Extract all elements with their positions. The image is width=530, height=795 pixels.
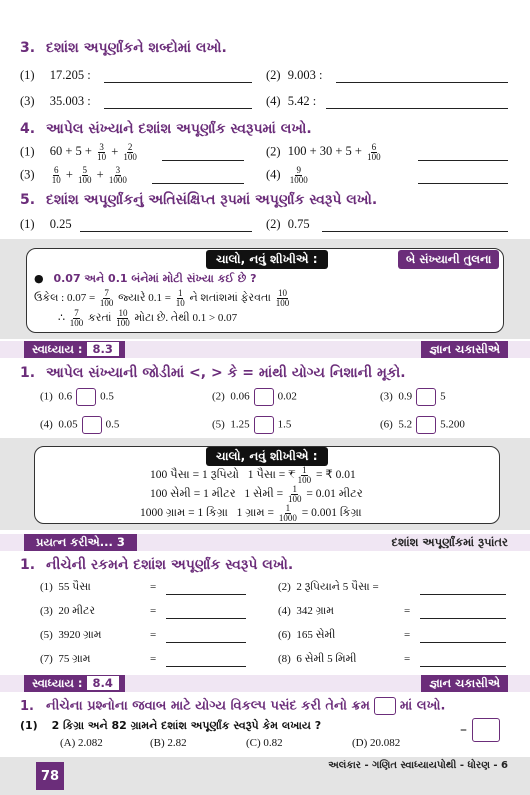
answer-line[interactable] [336, 82, 508, 83]
unit-text: 1 સેમી = [244, 488, 284, 501]
q4-expr-2 [266, 143, 383, 162]
answer-line[interactable] [420, 642, 506, 643]
q3-row-2-left [20, 94, 91, 109]
sub-question-text: 2 કિગ્રા અને 82 ગ્રામને દશાંશ અપૂર્ણાંક સ્વરૂપે કેમ લખાય ? [51, 719, 322, 732]
sec83-q-number: 1. [20, 365, 36, 381]
q3-title [20, 40, 227, 56]
fraction: $\frac{10}{100}$ [116, 308, 130, 328]
equals-sign: = [404, 653, 411, 665]
answer-line[interactable] [162, 160, 244, 161]
amount-item: (6) 165 સેમી [278, 629, 336, 641]
option-a[interactable]: (A) 2.082 [60, 737, 103, 749]
therefore-sign: ∴ [58, 312, 65, 325]
equals-sign: = [150, 629, 157, 641]
answer-dash: – [460, 722, 467, 738]
answer-line[interactable] [166, 642, 246, 643]
answer-box[interactable] [416, 416, 436, 434]
sec83-pill [24, 341, 125, 358]
answer-line[interactable] [418, 160, 508, 161]
unit-text: 100 પૈસા = 1 રૂપિયો [150, 469, 240, 482]
compare-item [380, 388, 446, 406]
fraction: $\frac{6}{10}$ [51, 165, 61, 185]
q4-expr-4 [266, 166, 310, 185]
amount-item: (5) 3920 ગ્રામ [40, 629, 102, 641]
q5-number: 5. [20, 192, 36, 208]
equals-sign: = [150, 581, 157, 593]
box1-solution-line-2 [58, 309, 237, 328]
plus-sign: + [96, 167, 104, 182]
q5-title [20, 192, 377, 208]
sec83-q-title [20, 365, 406, 381]
unit-text: 1 પૈસા = ₹ [247, 469, 296, 482]
answer-line[interactable] [166, 594, 246, 595]
value-b: 0.5 [105, 418, 120, 431]
learn-badge-2: ચાલો, નવું શીખીએ : [206, 447, 328, 466]
sol-text: મોટા છે. તેથી 0.1 > 0.07 [134, 312, 238, 325]
item-index: (1) [20, 217, 35, 231]
sec84-right-text: જ્ઞાન ચકાસીએ [421, 675, 508, 692]
sec83-q-title-text: આપેલ સંખ્યાની જોડીમાં <, > કે = માંથી યોગ્ય નિશાની મૂકો. [46, 365, 406, 381]
value-a: 0.9 [398, 390, 413, 403]
q5-title-text: દશાંશ અપૂર્ણાંકનું અતિસંક્ષિપ્ત રૂપમાં અપૂર્ણાંક સ્વરૂપે લખો. [46, 192, 378, 208]
fraction: $\frac{9}{1000}$ [289, 165, 308, 185]
sec83-right-text: જ્ઞાન ચકાસીએ [421, 341, 508, 358]
q3-row-1-left [20, 68, 91, 83]
try3-q-title [20, 557, 293, 573]
answer-line[interactable] [418, 183, 508, 184]
unit-row-3 [140, 504, 362, 523]
compare-item [212, 388, 297, 406]
item-index: (4) [40, 418, 53, 431]
q4-expr-1 [20, 143, 139, 162]
amount-item: (1) 55 પૈસા [40, 581, 91, 593]
try3-right: દશાંશ અપૂર્ણાંકમાં રૂપાંતર [391, 535, 508, 549]
page-number: 78 [36, 762, 64, 790]
q3-row-1-right [266, 68, 322, 83]
item-text: 5.42 : [287, 94, 317, 108]
sec84-q-title-b: માં લખો. [399, 698, 446, 714]
sec84-number: 8.4 [87, 676, 119, 690]
answer-box[interactable] [254, 416, 274, 434]
value-a: 1.25 [230, 418, 250, 431]
answer-box[interactable] [416, 388, 436, 406]
plus-sign: + [65, 167, 73, 182]
q5-row-left [20, 217, 72, 232]
option-c[interactable]: (C) 0.82 [246, 737, 283, 749]
expr-text: 100 + 30 + 5 + [287, 144, 362, 159]
sec84-label [24, 675, 125, 692]
try3-q-title-text: નીચેની રકમને દશાંશ અપૂર્ણાંક સ્વરૂપે લખો. [46, 557, 294, 573]
equals-sign: = [150, 605, 157, 617]
sol-text: ઉકેલ : 0.07 = [34, 292, 96, 305]
box1-solution-line-1 [34, 289, 291, 308]
value-b: 0.5 [100, 390, 114, 403]
value-a: 0.05 [58, 418, 78, 431]
option-d[interactable]: (D) 20.082 [352, 737, 401, 749]
item-index: (1) [20, 144, 35, 159]
sol-text: ને શતાંશમાં ફેરવતા [189, 292, 271, 305]
try3-q-number: 1. [20, 557, 36, 573]
answer-line[interactable] [166, 666, 246, 667]
sec84-pill [24, 675, 125, 692]
amount-item: (7) 75 ગ્રામ [40, 653, 91, 665]
fraction: $\frac{1}{10}$ [175, 288, 185, 308]
inline-box [374, 697, 396, 715]
item-text: 9.003 : [287, 68, 323, 82]
unit-row-1 [150, 466, 356, 485]
sec83-number: 8.3 [87, 342, 119, 356]
fraction: $\frac{6}{100}$ [367, 142, 381, 162]
value-a: 0.6 [58, 390, 73, 403]
compare-tag: બે સંખ્યાની તુલના [398, 250, 499, 269]
item-text: 0.25 [49, 217, 72, 231]
item-index: (6) [380, 418, 393, 431]
unit-text: = ₹ 0.01 [316, 469, 356, 482]
item-index: (1) [40, 390, 53, 403]
sol-text: જ્યારે 0.1 = [118, 292, 171, 305]
fraction: $\frac{1}{100}$ [287, 484, 302, 504]
q4-number: 4. [20, 121, 36, 137]
fraction: $\frac{5}{100}$ [78, 165, 92, 185]
box1-question-text: 0.07 અને 0.1 બંનેમાં મોટી સંખ્યા કઈ છે ? [53, 272, 257, 285]
value-a: 0.06 [230, 390, 250, 403]
equals-sign: = [150, 653, 157, 665]
q3-title-text: દશાંશ અપૂર્ણાંકને શબ્દોમાં લખો. [46, 40, 227, 56]
footer-title: અલંકાર - ગણિત સ્વાધ્યાયપોથી - ધોરણ - 6 [328, 760, 508, 771]
option-b[interactable]: (B) 2.82 [150, 737, 187, 749]
answer-line[interactable] [80, 231, 252, 232]
q4-title-text: આપેલ સંખ્યાને દશાંશ અપૂર્ણાંક સ્વરૂપમાં લખો. [46, 121, 312, 137]
fraction: $\frac{1}{1000}$ [278, 503, 297, 523]
sec84-right [421, 675, 508, 692]
item-index: (2) [266, 68, 281, 82]
equals-sign: = [404, 605, 411, 617]
answer-box[interactable] [472, 718, 500, 742]
fraction: $\frac{3}{1000}$ [108, 165, 127, 185]
compare-item [380, 416, 465, 434]
sec83-right [421, 341, 508, 358]
value-a: 5.2 [398, 418, 413, 431]
unit-row-2 [150, 485, 363, 504]
box1-question [34, 272, 257, 286]
unit-text: 1000 ગ્રામ = 1 કિગ્રા [140, 507, 228, 520]
sec84-q-number: 1. [20, 698, 34, 714]
amount-item: (4) 342 ગ્રામ [278, 605, 335, 617]
item-index: (3) [20, 167, 35, 182]
answer-line[interactable] [152, 183, 244, 184]
answer-line[interactable] [166, 618, 246, 619]
compare-item [212, 416, 291, 434]
answer-line[interactable] [104, 82, 252, 83]
item-index: (2) [266, 144, 281, 159]
answer-line[interactable] [420, 618, 506, 619]
answer-line[interactable] [104, 108, 252, 109]
sec84-label-text: સ્વાધ્યાય : [32, 676, 83, 690]
sec83-label-text: સ્વાધ્યાય : [32, 342, 83, 356]
answer-box[interactable] [76, 388, 96, 406]
q4-title [20, 121, 312, 137]
item-index: (5) [212, 418, 225, 431]
item-text: 35.003 : [49, 94, 91, 108]
answer-line[interactable] [326, 108, 508, 109]
item-index: (4) [266, 167, 281, 182]
answer-box[interactable] [254, 388, 274, 406]
answer-line[interactable] [420, 666, 506, 667]
q3-number: 3. [20, 40, 36, 56]
sec84-q-title-a: નીચેના પ્રશ્નોના જવાબ માટે યોગ્ય વિકલ્પ પસંદ કરી તેનો ક્રમ [46, 698, 370, 714]
q5-row-right [266, 217, 310, 232]
q3-row-2-right [266, 94, 316, 109]
fraction: $\frac{10}{100}$ [275, 288, 290, 308]
unit-text: 1 ગ્રામ = [236, 507, 274, 520]
learn-badge-1: ચાલો, નવું શીખીએ : [206, 250, 328, 269]
item-index: (2) [266, 217, 281, 231]
fraction: $\frac{1}{100}$ [297, 465, 312, 485]
compare-item [40, 416, 119, 434]
item-index: (2) [212, 390, 225, 403]
answer-box[interactable] [82, 416, 102, 434]
fraction: $\frac{7}{100}$ [69, 308, 84, 328]
value-b: 1.5 [277, 418, 292, 431]
unit-text: 100 સેમી = 1 મીટર [150, 488, 236, 501]
bullet-icon: ● [34, 272, 44, 285]
value-b: 0.02 [277, 390, 297, 403]
sec83-label [24, 341, 125, 358]
amount-item: (2) 2 રૂપિયાને 5 પૈસા = [278, 581, 379, 593]
unit-text: = 0.001 કિગ્રા [301, 507, 362, 520]
sol-text: કરતાં [88, 312, 112, 325]
fraction: $\frac{7}{100}$ [99, 288, 114, 308]
try3-label-text: પ્રયત્ન કરીએ... 3 [24, 534, 137, 551]
compare-item [40, 388, 114, 406]
value-b: 5.200 [440, 418, 465, 431]
item-index: (4) [266, 94, 281, 108]
plus-sign: + [111, 144, 119, 159]
q4-expr-3 [20, 166, 129, 185]
item-index: (3) [380, 390, 393, 403]
expr-text: 60 + 5 + [49, 144, 92, 159]
item-index: (3) [20, 94, 35, 108]
amount-item: (3) 20 મીટર [40, 605, 96, 617]
fraction: $\frac{2}{100}$ [123, 142, 137, 162]
item-text: 0.75 [287, 217, 310, 231]
equals-sign: = [404, 629, 411, 641]
item-index: (1) [20, 68, 35, 82]
sub-index: (1) [20, 719, 38, 732]
sec84-q-title [20, 697, 445, 715]
sub-question [20, 719, 321, 733]
answer-line[interactable] [322, 231, 508, 232]
item-text: 17.205 : [49, 68, 91, 82]
value-b: 5 [440, 390, 446, 403]
unit-text: = 0.01 મીટર [306, 488, 363, 501]
fraction: $\frac{3}{10}$ [97, 142, 107, 162]
answer-line[interactable] [420, 594, 506, 595]
try3-label [24, 534, 137, 551]
amount-item: (8) 6 સેમી 5 મિમી [278, 653, 357, 665]
